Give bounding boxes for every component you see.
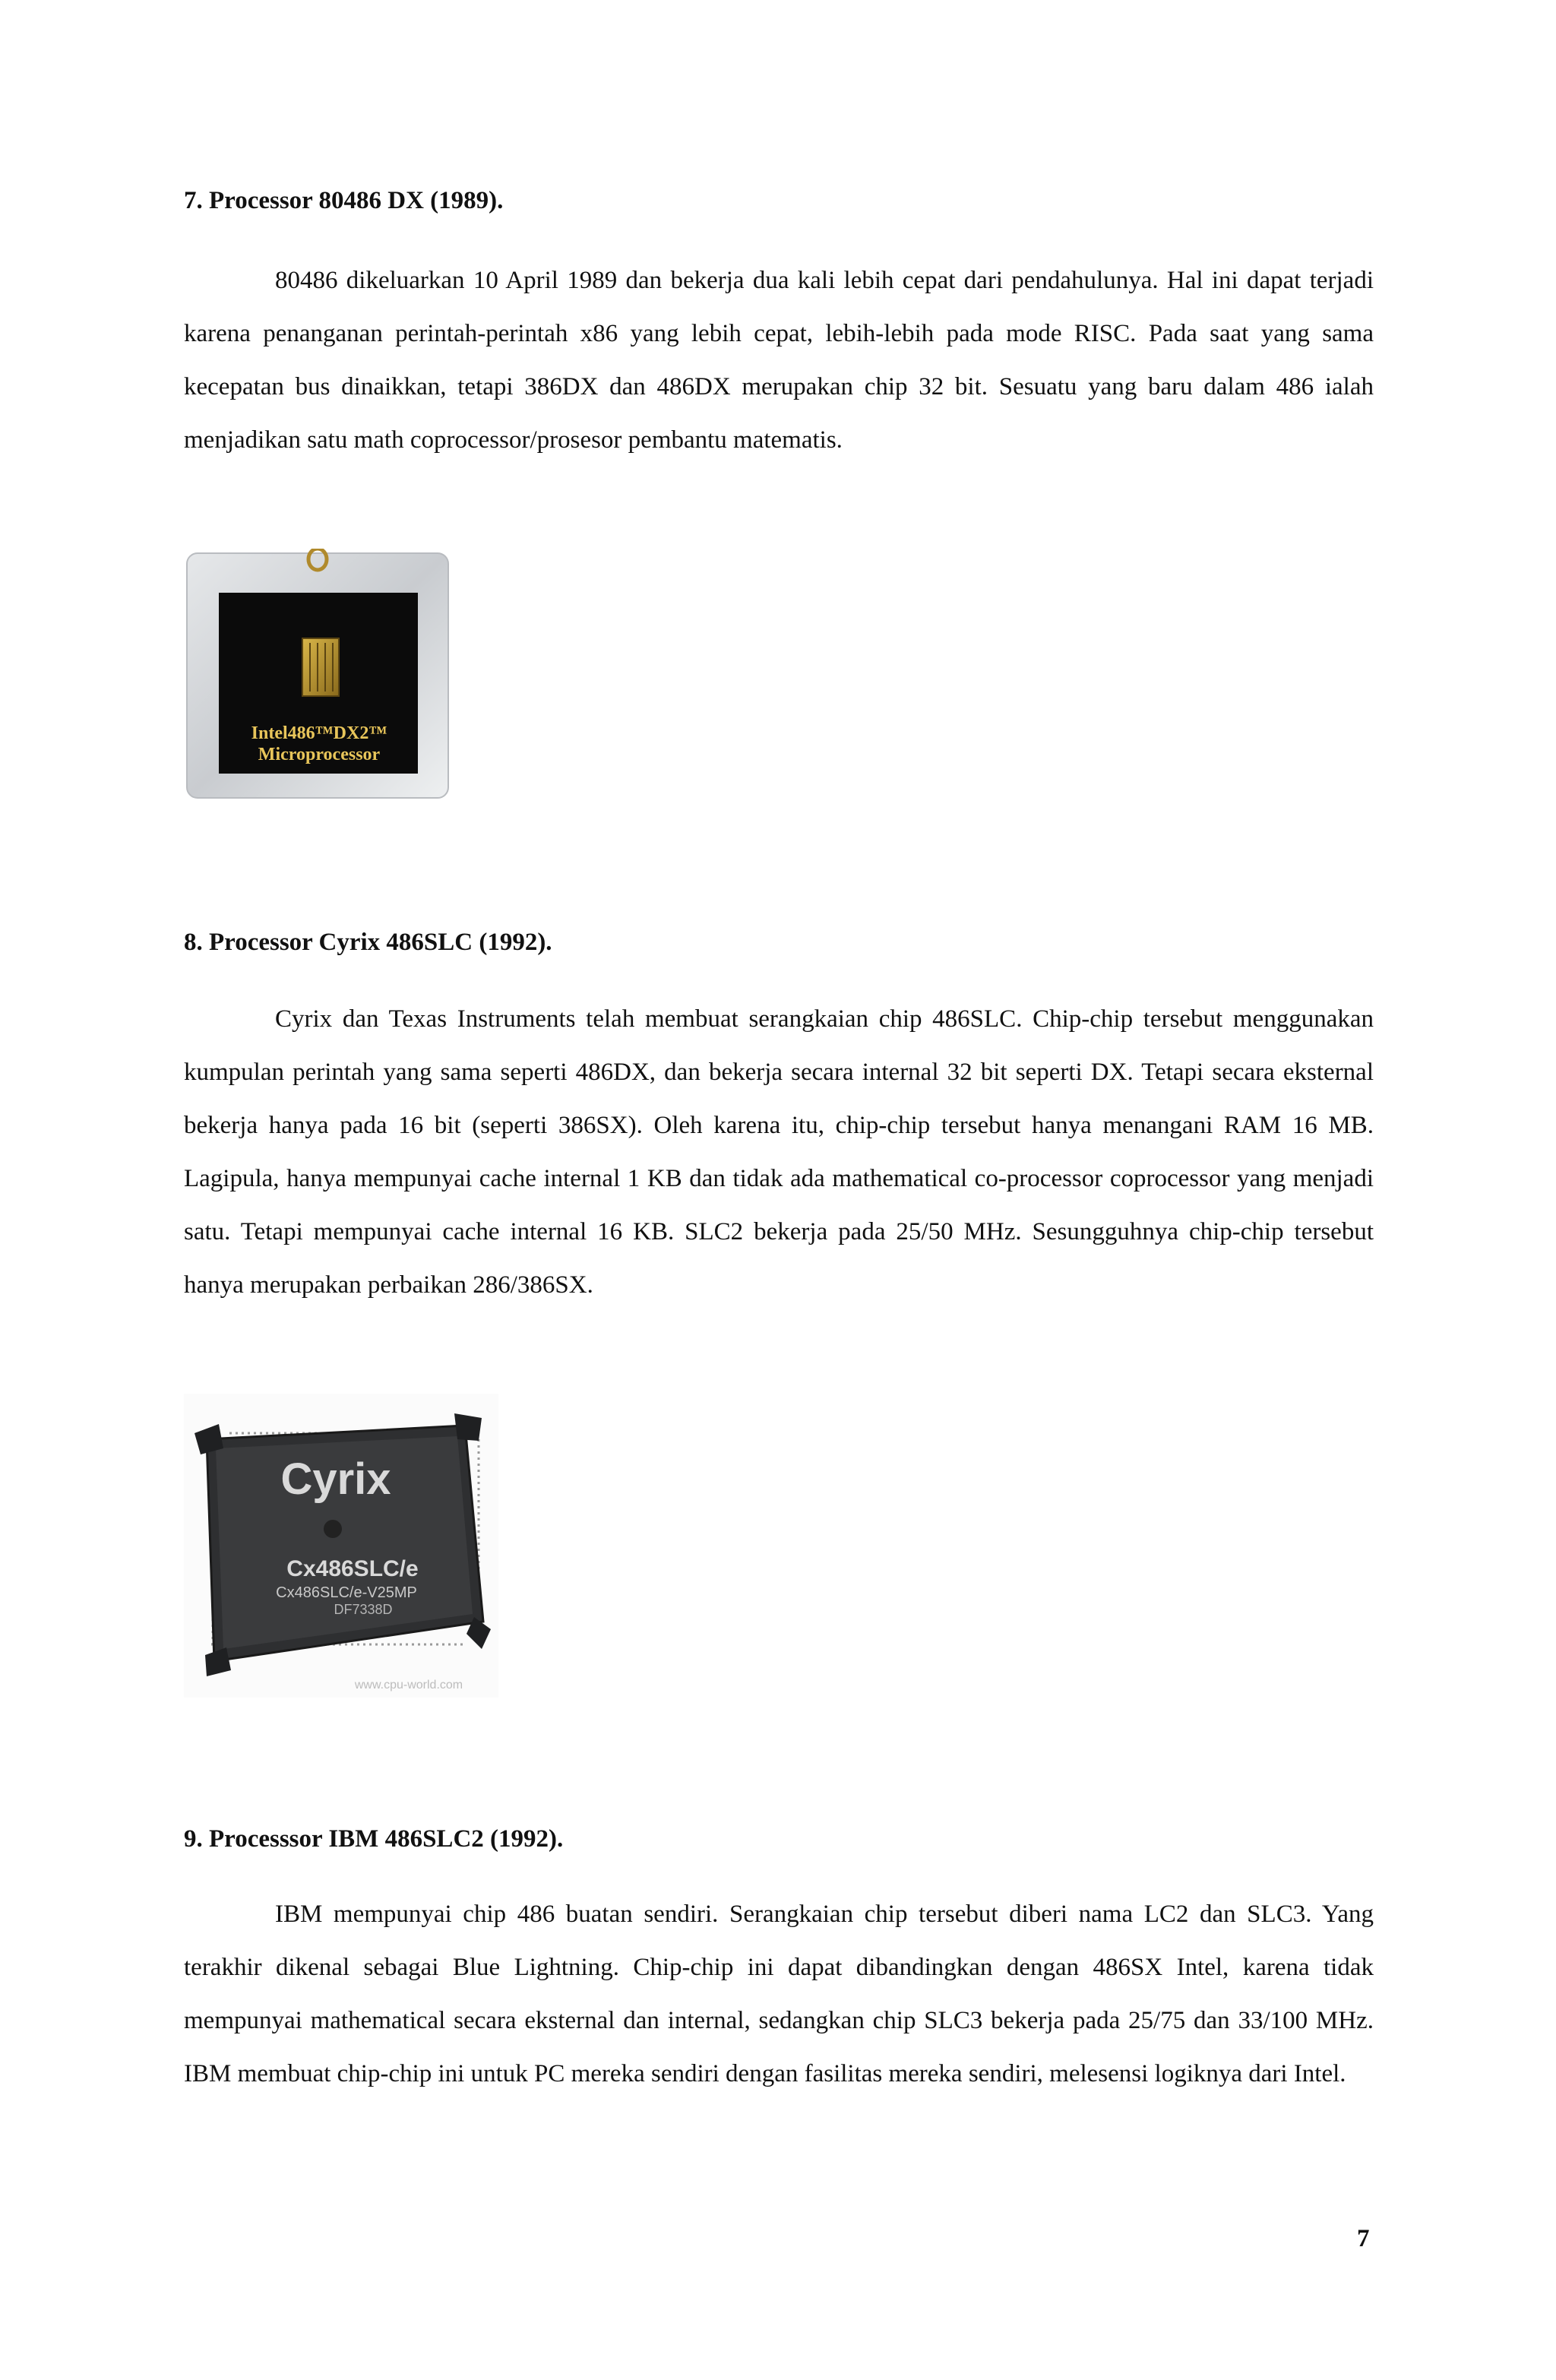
section-9-heading: 9. Processsor IBM 486SLC2 (1992).	[184, 1825, 564, 1853]
section-8-heading: 8. Processor Cyrix 486SLC (1992).	[184, 929, 552, 956]
section-8-paragraph: Cyrix dan Texas Instruments telah membuat serangkaian chip 486SLC. Chip-chip tersebut menggunakan kumpulan perintah yang sama seperti 486DX, dan bekerja secara internal 32 bit seperti DX. Tetapi secara eksternal bekerja hanya pada 16 bit (seperti 386SX). Oleh karena itu, chip-chip tersebut hanya menangani RAM 16 MB. Lagipula, hanya mempunyai cache internal 1 KB dan tidak ada mathematical co-processor coprocessor yang menjadi satu. Tetapi mempunyai cache internal 16 KB. SLC2 bekerja pada 25/50 MHz. Sesungguhnya chip-chip tersebut hanya merupakan perbaikan 286/386SX.	[184, 1005, 1374, 1299]
intel-486dx2-image	[184, 549, 451, 801]
page-number: 7	[1357, 2225, 1370, 2252]
cyrix-486slc-image	[184, 1394, 498, 1698]
cyrix-code-text: DF7338D	[334, 1602, 393, 1617]
cyrix-sub-text: Cx486SLC/e-V25MP	[276, 1584, 417, 1601]
cyrix-brand-text: Cyrix	[280, 1454, 391, 1504]
cpu-world-watermark: www.cpu-world.com	[354, 1679, 463, 1692]
section-7-paragraph: 80486 dikeluarkan 10 April 1989 dan bekerja dua kali lebih cepat dari pendahulunya. Hal ini dapat terjadi karena penanganan perintah-perintah x86 yang lebih cepat, lebih-lebih pada mode RISC. Pada saat yang sama kecepatan bus dinaikkan, tetapi 386DX dan 486DX merupakan chip 32 bit. Sesuatu yang baru dalam 486 ialah menjadikan satu math coprocessor/prosesor pembantu matematis.	[184, 267, 1374, 454]
cyrix-model-text: Cx486SLC/e	[286, 1556, 419, 1581]
section-9-paragraph: IBM mempunyai chip 486 buatan sendiri. Serangkaian chip tersebut diberi nama LC2 dan SLC3. Yang terakhir dikenal sebagai Blue Lightning. Chip-chip ini dapat dibandingkan dengan 486SX Intel, karena tidak mempunyai mathematical secara eksternal dan internal, sedangkan chip SLC3 bekerja pada 25/75 dan 33/100 MHz. IBM membuat chip-chip ini untuk PC mereka sendiri dengan fasilitas mereka sendiri, melesensi logiknya dari Intel.	[184, 1901, 1374, 2087]
intel-chip-label-line1: Intel486™DX2™	[251, 723, 387, 743]
section-7-heading: 7. Processor 80486 DX (1989).	[184, 187, 504, 214]
intel-chip-label-line2: Microprocessor	[258, 745, 381, 764]
